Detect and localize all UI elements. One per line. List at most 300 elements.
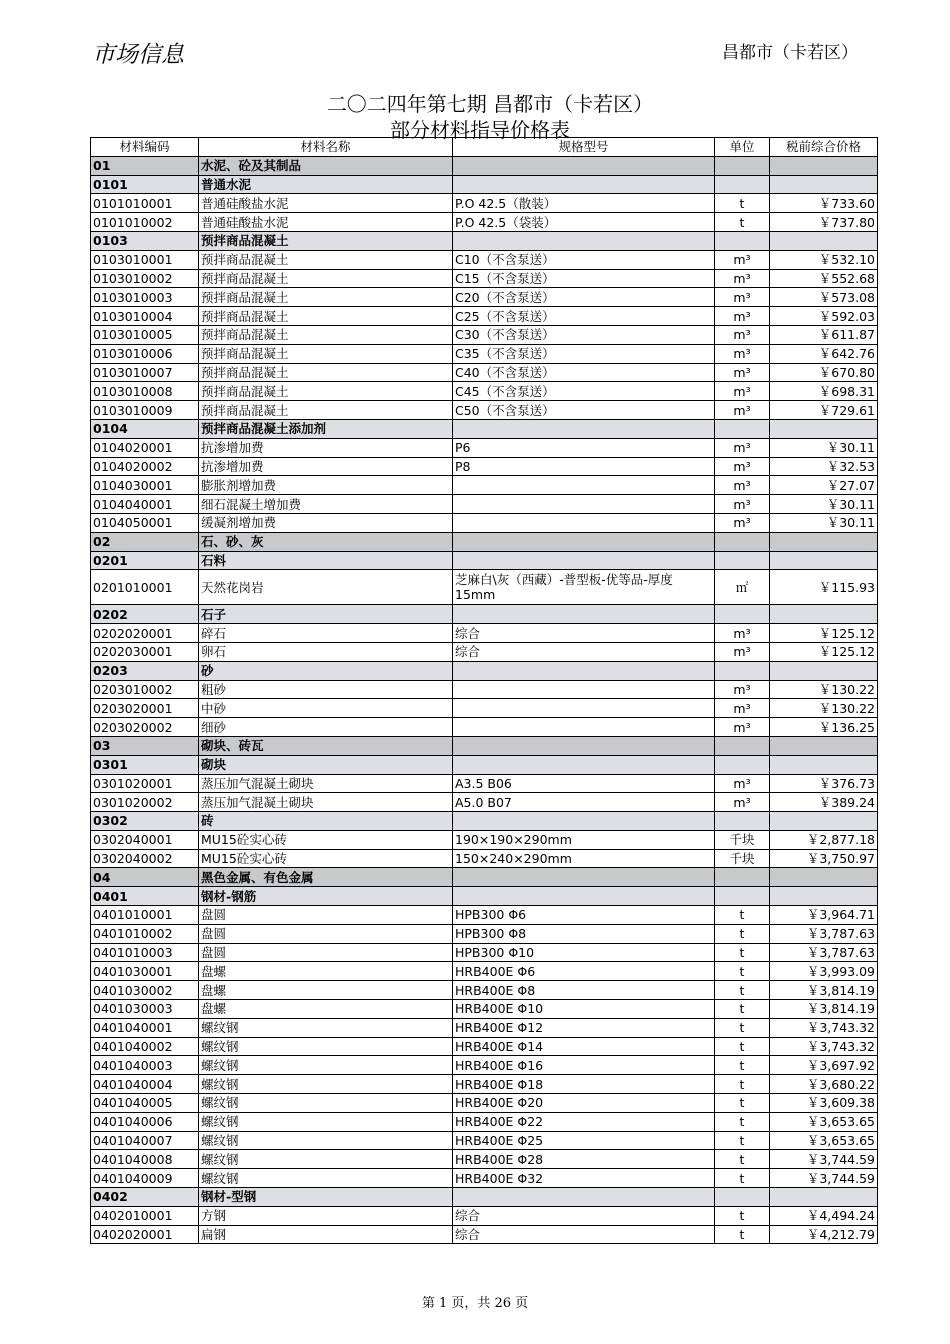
cell-price: ￥3,814.19: [770, 1000, 878, 1019]
cell-spec: P.O 42.5（散装）: [453, 194, 715, 213]
cell-code: 0202020001: [91, 624, 199, 643]
cell-unit: [715, 755, 770, 774]
cell-spec: C35（不含泵送）: [453, 344, 715, 363]
cell-code: 0104040001: [91, 495, 199, 514]
cell-name: 膨胀剂增加费: [199, 476, 453, 495]
cell-price: ￥611.87: [770, 325, 878, 344]
cell-name: 砌块、砖瓦: [199, 736, 453, 755]
cell-spec: [453, 755, 715, 774]
cell-unit: m³: [715, 325, 770, 344]
cell-price: ￥3,814.19: [770, 981, 878, 1000]
cell-code: 0103010004: [91, 307, 199, 326]
cell-price: ￥3,743.32: [770, 1037, 878, 1056]
cell-name: 盘螺: [199, 962, 453, 981]
table-row: [91, 1131, 878, 1150]
cell-price: ￥3,964.71: [770, 906, 878, 925]
cell-price: [770, 661, 878, 680]
cell-code: 01: [91, 156, 199, 175]
cell-name: 粗砂: [199, 680, 453, 699]
cell-unit: t: [715, 1206, 770, 1225]
cell-code: 0401040002: [91, 1037, 199, 1056]
cell-unit: [715, 812, 770, 831]
cell-name: 水泥、砼及其制品: [199, 156, 453, 175]
cell-unit: t: [715, 943, 770, 962]
cell-unit: t: [715, 1000, 770, 1019]
cell-unit: 千块: [715, 830, 770, 849]
cell-price: [770, 1188, 878, 1207]
table-row: [91, 1150, 878, 1169]
cell-unit: t: [715, 1018, 770, 1037]
cell-name: 卵石: [199, 642, 453, 661]
cell-code: 0302040002: [91, 849, 199, 868]
subcategory-row: [91, 812, 878, 831]
cell-price: [770, 868, 878, 887]
cell-unit: 千块: [715, 849, 770, 868]
cell-spec: [453, 812, 715, 831]
cell-unit: [715, 532, 770, 551]
table-row: [91, 1094, 878, 1113]
cell-price: ￥729.61: [770, 401, 878, 420]
cell-name: 蒸压加气混凝土砌块: [199, 793, 453, 812]
subcategory-row: [91, 551, 878, 570]
cell-price: ￥2,877.18: [770, 830, 878, 849]
cell-code: 0103010009: [91, 401, 199, 420]
category-row: [91, 532, 878, 551]
cell-spec: P.O 42.5（袋装）: [453, 213, 715, 232]
cell-code: 03: [91, 736, 199, 755]
cell-price: ￥389.24: [770, 793, 878, 812]
cell-code: 0103010005: [91, 325, 199, 344]
subcategory-row: [91, 419, 878, 438]
cell-price: [770, 156, 878, 175]
cell-price: [770, 812, 878, 831]
cell-code: 0103010006: [91, 344, 199, 363]
price-table: [90, 137, 878, 1244]
cell-code: 0104020001: [91, 438, 199, 457]
cell-spec: 综合: [453, 624, 715, 643]
cell-name: 预拌商品混凝土: [199, 307, 453, 326]
cell-name: 细砂: [199, 718, 453, 737]
cell-code: 0301: [91, 755, 199, 774]
cell-price: [770, 532, 878, 551]
cell-unit: [715, 419, 770, 438]
cell-price: ￥3,993.09: [770, 962, 878, 981]
cell-code: 0401010002: [91, 924, 199, 943]
document-title: 二〇二四年第七期 昌都市（卡若区）: [326, 92, 654, 116]
cell-spec: 190×190×290mm: [453, 830, 715, 849]
cell-unit: t: [715, 1056, 770, 1075]
cell-unit: m³: [715, 642, 770, 661]
table-row: [91, 401, 878, 420]
cell-spec: A5.0 B07: [453, 793, 715, 812]
cell-spec: HRB400E Φ10: [453, 1000, 715, 1019]
cell-code: 0402010001: [91, 1206, 199, 1225]
cell-spec: [453, 551, 715, 570]
cell-name: 盘圆: [199, 906, 453, 925]
cell-spec: HRB400E Φ18: [453, 1075, 715, 1094]
cell-name: 抗渗增加费: [199, 438, 453, 457]
cell-price: ￥3,750.97: [770, 849, 878, 868]
cell-unit: [715, 661, 770, 680]
cell-unit: [715, 551, 770, 570]
table-row: [91, 849, 878, 868]
table-row: [91, 495, 878, 514]
cell-code: 0401010003: [91, 943, 199, 962]
cell-price: [770, 755, 878, 774]
cell-unit: [715, 605, 770, 624]
table-row: [91, 269, 878, 288]
table-row: [91, 382, 878, 401]
subcategory-row: [91, 661, 878, 680]
cell-code: 0101010001: [91, 194, 199, 213]
cell-code: 0203: [91, 661, 199, 680]
cell-spec: 综合: [453, 1206, 715, 1225]
cell-unit: m³: [715, 680, 770, 699]
cell-code: 04: [91, 868, 199, 887]
cell-unit: t: [715, 194, 770, 213]
cell-unit: t: [715, 1169, 770, 1188]
cell-code: 0103010008: [91, 382, 199, 401]
cell-spec: C15（不含泵送）: [453, 269, 715, 288]
cell-unit: m³: [715, 699, 770, 718]
cell-name: 石、砂、灰: [199, 532, 453, 551]
cell-price: ￥30.11: [770, 495, 878, 514]
cell-code: 0103010001: [91, 250, 199, 269]
cell-price: ￥3,653.65: [770, 1112, 878, 1131]
cell-spec: HRB400E Φ32: [453, 1169, 715, 1188]
cell-price: ￥670.80: [770, 363, 878, 382]
cell-code: 0104030001: [91, 476, 199, 495]
cell-price: ￥30.11: [770, 513, 878, 532]
cell-price: ￥3,609.38: [770, 1094, 878, 1113]
table-row: [91, 194, 878, 213]
cell-unit: m³: [715, 344, 770, 363]
cell-name: 螺纹钢: [199, 1112, 453, 1131]
cell-unit: t: [715, 1094, 770, 1113]
category-row: [91, 736, 878, 755]
cell-spec: HRB400E Φ16: [453, 1056, 715, 1075]
cell-price: ￥115.93: [770, 570, 878, 605]
cell-code: 0401030003: [91, 1000, 199, 1019]
table-row: [91, 1112, 878, 1131]
cell-price: ￥3,744.59: [770, 1169, 878, 1188]
cell-code: 0401040003: [91, 1056, 199, 1075]
cell-code: 02: [91, 532, 199, 551]
cell-name: 预拌商品混凝土: [199, 363, 453, 382]
cell-spec: 芝麻白\灰（西藏）-普型板-优等品-厚度15mm: [453, 570, 715, 605]
table-row: [91, 288, 878, 307]
cell-unit: m³: [715, 476, 770, 495]
cell-name: 盘螺: [199, 1000, 453, 1019]
cell-price: [770, 231, 878, 250]
cell-spec: HRB400E Φ25: [453, 1131, 715, 1150]
column-header-code: 材料编码: [91, 138, 199, 157]
cell-name: 普通硅酸盐水泥: [199, 213, 453, 232]
cell-name: 预拌商品混凝土添加剂: [199, 419, 453, 438]
document-subtitle: 部分材料指导价格表: [390, 118, 570, 142]
cell-unit: t: [715, 906, 770, 925]
cell-price: [770, 175, 878, 194]
cell-name: 预拌商品混凝土: [199, 269, 453, 288]
cell-spec: 综合: [453, 642, 715, 661]
cell-unit: [715, 231, 770, 250]
table-row: [91, 570, 878, 605]
cell-unit: [715, 175, 770, 194]
cell-spec: P6: [453, 438, 715, 457]
table-row: [91, 1056, 878, 1075]
cell-price: ￥4,212.79: [770, 1225, 878, 1244]
cell-name: 砖: [199, 812, 453, 831]
page-footer: 第 1 页，共 26 页: [421, 1296, 529, 1311]
cell-code: 0201010001: [91, 570, 199, 605]
cell-unit: t: [715, 213, 770, 232]
column-header-unit: 单位: [715, 138, 770, 157]
cell-price: ￥642.76: [770, 344, 878, 363]
cell-unit: m³: [715, 718, 770, 737]
table-row: [91, 962, 878, 981]
table-row: [91, 476, 878, 495]
cell-unit: [715, 887, 770, 906]
cell-price: ￥3,653.65: [770, 1131, 878, 1150]
cell-unit: t: [715, 1112, 770, 1131]
cell-name: 预拌商品混凝土: [199, 382, 453, 401]
cell-name: 螺纹钢: [199, 1056, 453, 1075]
cell-unit: m³: [715, 793, 770, 812]
cell-code: 0301020001: [91, 774, 199, 793]
table-row: [91, 680, 878, 699]
cell-name: 黑色金属、有色金属: [199, 868, 453, 887]
table-row: [91, 1037, 878, 1056]
cell-spec: 150×240×290mm: [453, 849, 715, 868]
cell-name: 石料: [199, 551, 453, 570]
cell-price: [770, 736, 878, 755]
cell-name: 螺纹钢: [199, 1131, 453, 1150]
cell-unit: m³: [715, 624, 770, 643]
cell-spec: [453, 1188, 715, 1207]
table-row: [91, 642, 878, 661]
table-row: [91, 943, 878, 962]
cell-name: 天然花岗岩: [199, 570, 453, 605]
cell-name: 盘圆: [199, 924, 453, 943]
cell-name: 石子: [199, 605, 453, 624]
category-row: [91, 156, 878, 175]
header-right-region: 昌都市（卡若区）: [722, 43, 858, 63]
cell-price: ￥552.68: [770, 269, 878, 288]
cell-price: ￥733.60: [770, 194, 878, 213]
cell-price: ￥136.25: [770, 718, 878, 737]
cell-price: ￥3,697.92: [770, 1056, 878, 1075]
cell-spec: A3.5 B06: [453, 774, 715, 793]
cell-code: 0101: [91, 175, 199, 194]
cell-unit: t: [715, 1131, 770, 1150]
cell-code: 0401030001: [91, 962, 199, 981]
cell-name: 普通硅酸盐水泥: [199, 194, 453, 213]
cell-spec: [453, 532, 715, 551]
cell-name: 预拌商品混凝土: [199, 325, 453, 344]
cell-price: [770, 605, 878, 624]
cell-price: ￥3,744.59: [770, 1150, 878, 1169]
cell-unit: [715, 868, 770, 887]
cell-unit: t: [715, 981, 770, 1000]
cell-name: 预拌商品混凝土: [199, 401, 453, 420]
cell-spec: HRB400E Φ14: [453, 1037, 715, 1056]
table-row: [91, 213, 878, 232]
cell-code: 0401010001: [91, 906, 199, 925]
cell-unit: m³: [715, 774, 770, 793]
cell-spec: [453, 231, 715, 250]
cell-unit: m³: [715, 457, 770, 476]
cell-price: ￥32.53: [770, 457, 878, 476]
cell-price: ￥376.73: [770, 774, 878, 793]
cell-unit: [715, 156, 770, 175]
cell-name: 盘螺: [199, 981, 453, 1000]
cell-name: 预拌商品混凝土: [199, 250, 453, 269]
cell-code: 0103010007: [91, 363, 199, 382]
cell-name: 预拌商品混凝土: [199, 288, 453, 307]
cell-code: 0104: [91, 419, 199, 438]
cell-price: ￥573.08: [770, 288, 878, 307]
cell-price: ￥3,787.63: [770, 924, 878, 943]
cell-unit: t: [715, 1075, 770, 1094]
cell-spec: HRB400E Φ8: [453, 981, 715, 1000]
cell-name: 预拌商品混凝土: [199, 344, 453, 363]
cell-code: 0301020002: [91, 793, 199, 812]
cell-code: 0103: [91, 231, 199, 250]
cell-spec: HRB400E Φ6: [453, 962, 715, 981]
cell-spec: [453, 887, 715, 906]
column-header-price: 税前综合价格: [770, 138, 878, 157]
cell-spec: HRB400E Φ20: [453, 1094, 715, 1113]
cell-code: 0401040005: [91, 1094, 199, 1113]
cell-unit: t: [715, 924, 770, 943]
cell-spec: HRB400E Φ12: [453, 1018, 715, 1037]
table-row: [91, 250, 878, 269]
cell-spec: [453, 736, 715, 755]
cell-price: ￥130.22: [770, 680, 878, 699]
cell-code: 0104020002: [91, 457, 199, 476]
column-header-spec: 规格型号: [453, 138, 715, 157]
table-row: [91, 1000, 878, 1019]
cell-price: [770, 551, 878, 570]
cell-name: 预拌商品混凝土: [199, 231, 453, 250]
cell-price: ￥737.80: [770, 213, 878, 232]
cell-spec: [453, 718, 715, 737]
subcategory-row: [91, 887, 878, 906]
table-row: [91, 307, 878, 326]
cell-spec: C20（不含泵送）: [453, 288, 715, 307]
table-row: [91, 1018, 878, 1037]
cell-unit: m³: [715, 495, 770, 514]
cell-name: 螺纹钢: [199, 1037, 453, 1056]
cell-spec: HPB300 Φ6: [453, 906, 715, 925]
cell-spec: [453, 156, 715, 175]
cell-code: 0401040001: [91, 1018, 199, 1037]
cell-code: 0103010003: [91, 288, 199, 307]
cell-code: 0402: [91, 1188, 199, 1207]
cell-unit: m³: [715, 250, 770, 269]
cell-unit: [715, 1188, 770, 1207]
cell-price: ￥698.31: [770, 382, 878, 401]
table-row: [91, 924, 878, 943]
table-row: [91, 1075, 878, 1094]
cell-price: ￥3,787.63: [770, 943, 878, 962]
cell-code: 0401040007: [91, 1131, 199, 1150]
cell-spec: C50（不含泵送）: [453, 401, 715, 420]
cell-name: 钢材-钢筋: [199, 887, 453, 906]
cell-name: 螺纹钢: [199, 1150, 453, 1169]
table-row: [91, 1169, 878, 1188]
cell-name: 抗渗增加费: [199, 457, 453, 476]
cell-price: ￥130.22: [770, 699, 878, 718]
cell-spec: HRB400E Φ22: [453, 1112, 715, 1131]
subcategory-row: [91, 605, 878, 624]
cell-name: 细石混凝土增加费: [199, 495, 453, 514]
cell-spec: [453, 175, 715, 194]
cell-name: 钢材-型钢: [199, 1188, 453, 1207]
cell-price: [770, 887, 878, 906]
cell-spec: [453, 495, 715, 514]
cell-code: 0302040001: [91, 830, 199, 849]
subcategory-row: [91, 755, 878, 774]
cell-name: 蒸压加气混凝土砌块: [199, 774, 453, 793]
table-row: [91, 830, 878, 849]
cell-name: MU15砼实心砖: [199, 830, 453, 849]
cell-unit: t: [715, 1037, 770, 1056]
cell-unit: m³: [715, 307, 770, 326]
cell-name: 螺纹钢: [199, 1075, 453, 1094]
cell-spec: [453, 661, 715, 680]
cell-spec: [453, 513, 715, 532]
cell-price: ￥592.03: [770, 307, 878, 326]
cell-code: 0401: [91, 887, 199, 906]
table-row: [91, 718, 878, 737]
cell-unit: m³: [715, 382, 770, 401]
cell-spec: [453, 419, 715, 438]
cell-code: 0104050001: [91, 513, 199, 532]
cell-name: 缓凝剂增加费: [199, 513, 453, 532]
cell-price: ￥532.10: [770, 250, 878, 269]
cell-name: 普通水泥: [199, 175, 453, 194]
table-header-row: [91, 138, 878, 157]
cell-code: 0101010002: [91, 213, 199, 232]
cell-code: 0401040008: [91, 1150, 199, 1169]
table-row: [91, 513, 878, 532]
cell-spec: HPB300 Φ10: [453, 943, 715, 962]
cell-price: ￥125.12: [770, 642, 878, 661]
cell-unit: m³: [715, 438, 770, 457]
cell-spec: [453, 476, 715, 495]
cell-code: 0401040006: [91, 1112, 199, 1131]
cell-spec: [453, 605, 715, 624]
cell-spec: [453, 868, 715, 887]
cell-spec: C10（不含泵送）: [453, 250, 715, 269]
table-row: [91, 457, 878, 476]
cell-unit: m³: [715, 269, 770, 288]
cell-spec: 综合: [453, 1225, 715, 1244]
cell-name: 盘圆: [199, 943, 453, 962]
cell-code: 0203010002: [91, 680, 199, 699]
subcategory-row: [91, 1188, 878, 1207]
category-row: [91, 868, 878, 887]
cell-unit: t: [715, 962, 770, 981]
cell-code: 0203020002: [91, 718, 199, 737]
cell-price: ￥30.11: [770, 438, 878, 457]
table-row: [91, 906, 878, 925]
cell-price: ￥3,680.22: [770, 1075, 878, 1094]
header-left-title: 市场信息: [92, 42, 184, 68]
cell-unit: m³: [715, 513, 770, 532]
cell-name: 砂: [199, 661, 453, 680]
